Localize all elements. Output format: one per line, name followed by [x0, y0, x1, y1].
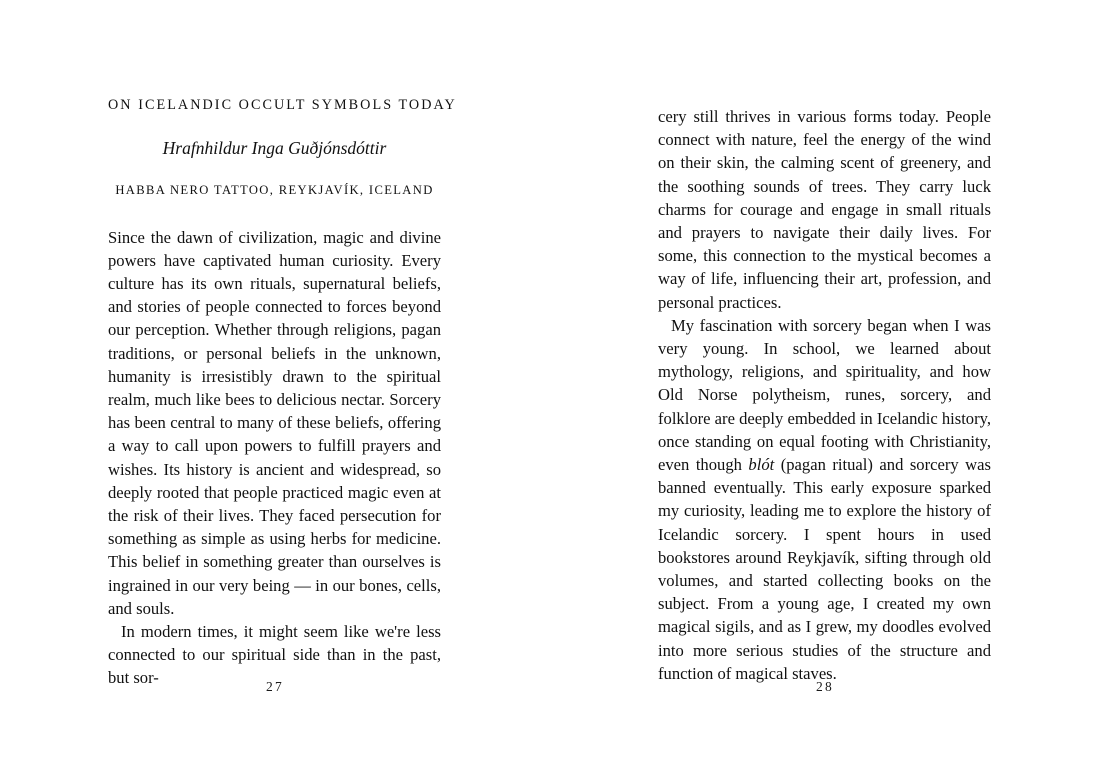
- paragraph: [658, 314, 991, 685]
- right-column: [658, 105, 991, 685]
- left-body-text: [108, 226, 441, 690]
- paragraph-text-leading: My fascination with sorcery began when I was very young. In school, we learned about mythology, religions, and spirituality, and how Old Norse polytheism, runes, sorcery, and folklore are deeply embedded in Icelandic history, once standing on equal footing with Christianity, even though: [658, 315, 991, 475]
- page-right: [550, 0, 1100, 770]
- paragraph: cery still thrives in various forms today. People connect with nature, feel the energy of the wind on their skin, the calming scent of greenery, and the soothing sounds of trees. They carry luck charms for courage and engage in small rituals and prayers to navigate their daily lives. For some, this connection to the mystical becomes a way of life, influencing their art, profession, and personal practices.: [658, 107, 991, 312]
- paragraph: In modern times, it might seem like we're less connected to our spiritual side than in the past, but sor-: [108, 622, 441, 688]
- italic-term-blot: blót: [748, 455, 775, 475]
- author-affiliation: HABBA NERO TATTOO, REYKJAVÍK, ICELAND: [115, 183, 434, 198]
- page-number-left: 27: [266, 679, 284, 694]
- paragraph: Since the dawn of civilization, magic and divine powers have captivated human curiosity. Every culture has its own rituals, supernatural beliefs, and stories of people connected to forces beyond our perception. Whether through religions, pagan traditions, or personal beliefs in the unknown, humanity is irresistibly drawn to the spiritual realm, much like bees to delicious nectar. Sorcery has been central to many of these beliefs, offering a way to call upon powers to fulfill prayers and wishes. Its history is ancient and widespread, so deeply rooted that people practiced magic even at the risk of their lives. They faced persecution for something as simple as using herbs for medicine. This belief in something greater than ourselves is ingrained in our very being — in our bones, cells, and souls.: [108, 227, 441, 618]
- author-byline: Hrafnhildur Inga Guðjónsdóttir: [162, 138, 387, 159]
- right-body-text: [658, 105, 991, 685]
- page-number-right: 28: [816, 679, 834, 694]
- paragraph-text-trailing: (pagan ritual) and sorcery was banned eventually. This early exposure sparked my curiosity, leading me to explore the history of Icelandic sorcery. I spent hours in used bookstores around Reykjavík, sifting through old volumes, and started collecting books on the subject. From a young age, I created my own magical sigils, and as I grew, my doodles evolved into more serious studies of the structure and function of magical staves.: [658, 455, 991, 683]
- article-title: ON ICELANDIC OCCULT SYMBOLS TODAY: [108, 97, 457, 113]
- left-column: [108, 96, 457, 690]
